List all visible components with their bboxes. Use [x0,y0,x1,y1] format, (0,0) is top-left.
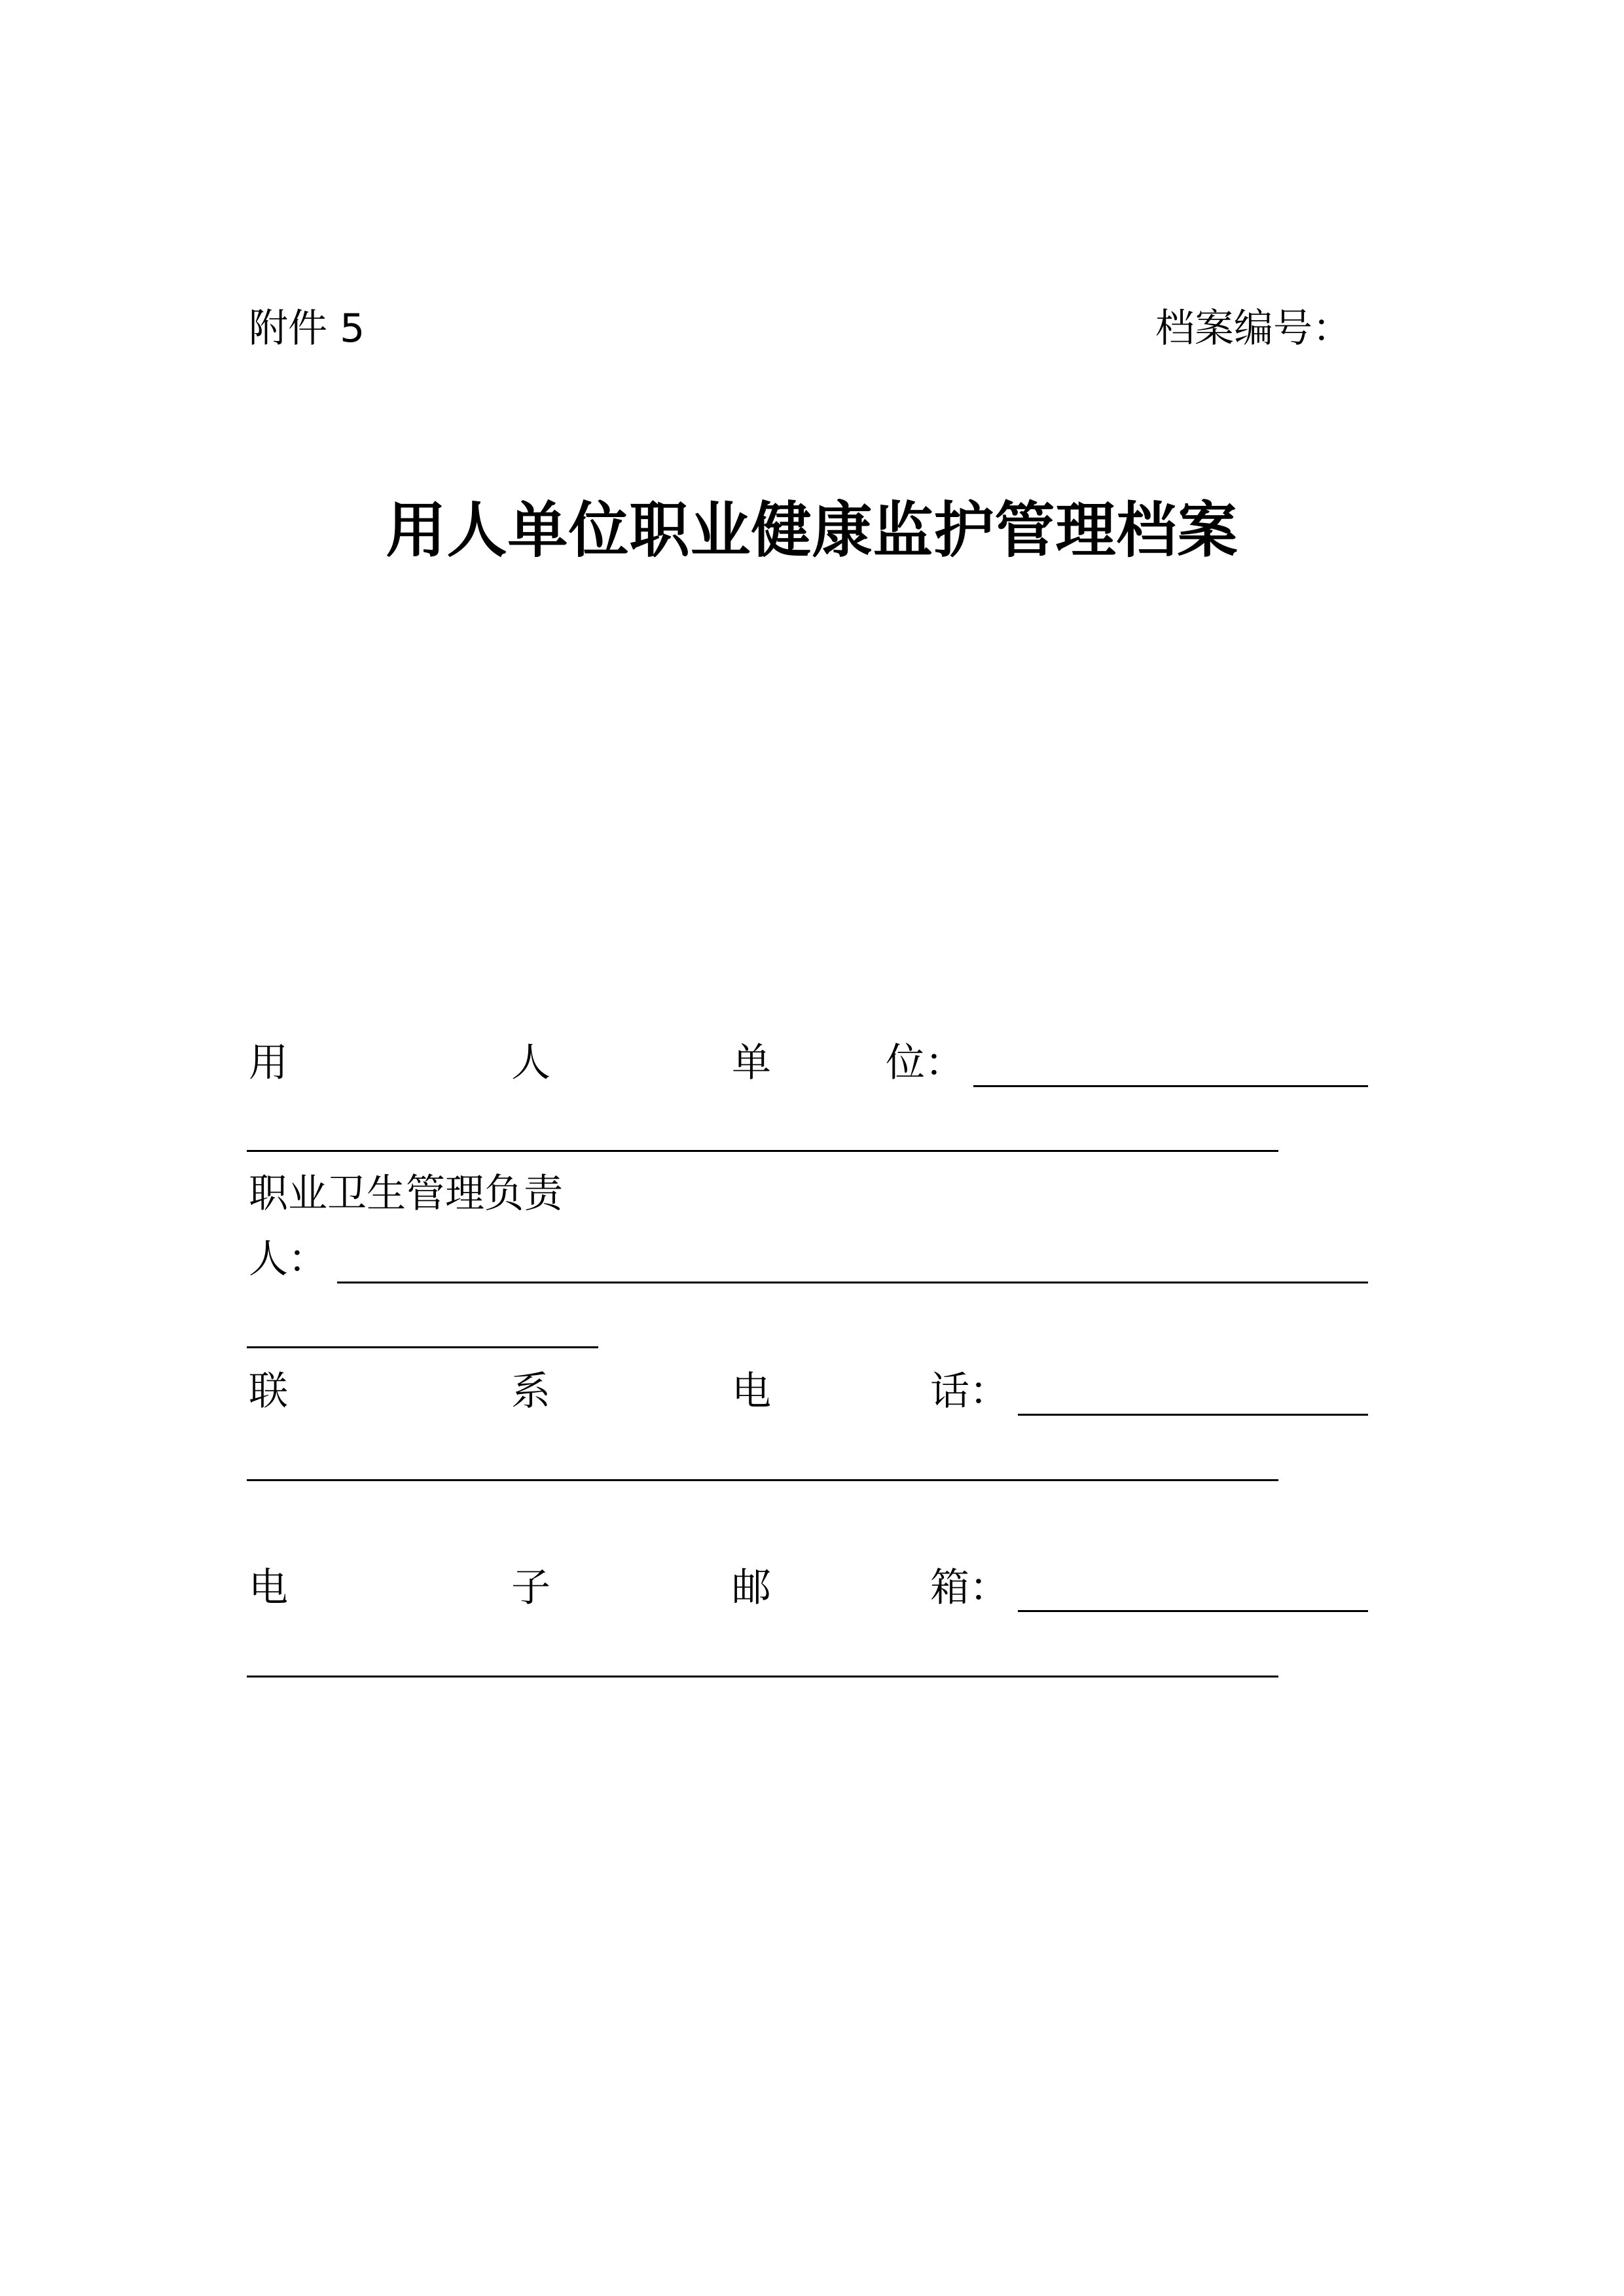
health-manager-label-line-1: 职业卫生管理负责 [249,1171,563,1217]
email-label-char-4: 箱： [930,1565,1009,1611]
email-label-char-2: 子 [511,1565,550,1611]
email-input-line-continuation[interactable] [247,1676,1278,1677]
email-label-char-3: 邮 [732,1565,771,1611]
employer-label-char-4: 位： [886,1040,964,1086]
attachment-label: 附件 5 [249,306,365,351]
health-manager-label-line-2: 人： [249,1236,327,1282]
email-label-char-1: 电 [249,1565,288,1611]
email-input-line[interactable] [1018,1610,1368,1612]
phone-label-char-3: 电 [732,1369,771,1414]
document-title: 用人单位职业健康监护管理档案 [386,495,1238,565]
phone-label-char-4: 话： [930,1369,1009,1414]
employer-label-char-3: 单 [732,1040,771,1086]
phone-input-line-continuation[interactable] [247,1479,1278,1481]
employer-input-line[interactable] [973,1085,1368,1087]
employer-label-char-2: 人 [511,1040,550,1086]
employer-label-char-1: 用 [249,1040,288,1086]
health-manager-input-line[interactable] [337,1282,1368,1283]
phone-label-char-2: 系 [511,1369,550,1414]
health-manager-input-line-continuation[interactable] [247,1346,598,1348]
archive-number-label: 档案编号： [1155,306,1352,351]
employer-input-line-continuation[interactable] [247,1150,1278,1152]
phone-input-line[interactable] [1018,1414,1368,1416]
phone-label-char-1: 联 [249,1369,288,1414]
